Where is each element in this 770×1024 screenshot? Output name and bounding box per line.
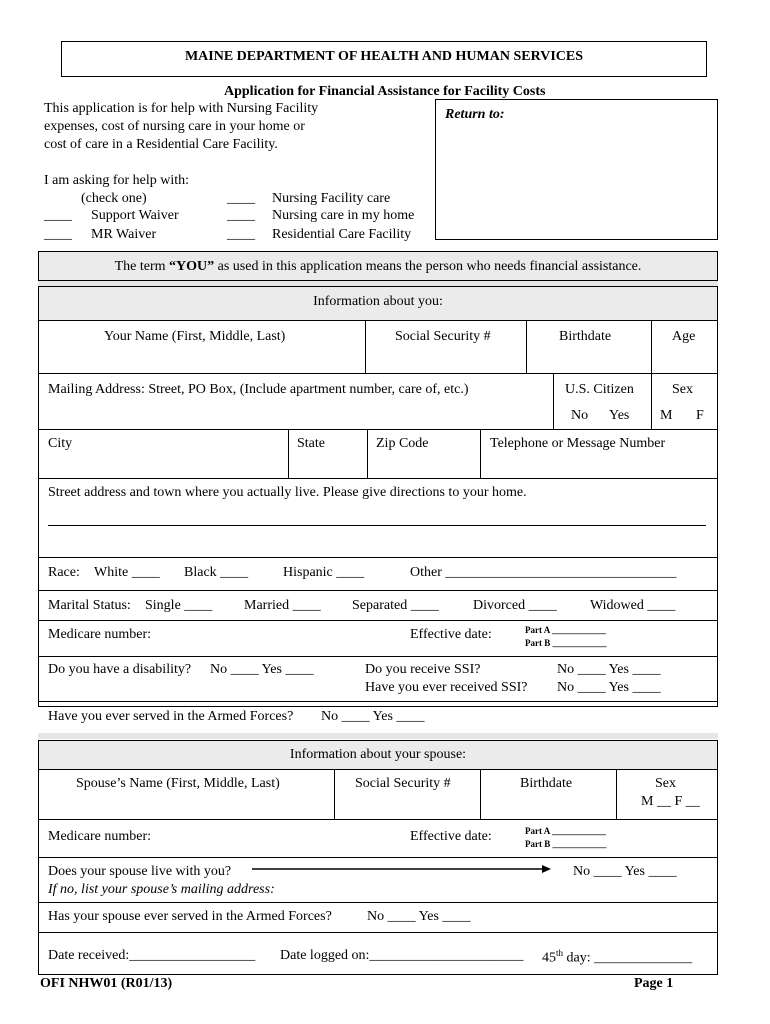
spouse-live-question: Does your spouse live with you? — [48, 864, 232, 879]
zip-label[interactable]: Zip Code — [376, 436, 429, 451]
ssi-answer[interactable]: No ____ Yes ____ — [557, 662, 661, 677]
spouse-name-label[interactable]: Spouse’s Name (First, Middle, Last) — [76, 776, 280, 791]
your-name-label[interactable]: Your Name (First, Middle, Last) — [104, 329, 286, 344]
sex-m[interactable]: M — [660, 408, 673, 423]
page-number: Page 1 — [634, 976, 674, 991]
mailing-address-label[interactable]: Mailing Address: Street, PO Box, (Include apartment number, care of, etc.) — [48, 382, 469, 397]
medicare-label[interactable]: Medicare number: — [48, 627, 152, 642]
spouse-dotted-separator — [38, 733, 718, 739]
intro-line-3: cost of care in a Residential Care Facility. — [44, 137, 278, 152]
city-label[interactable]: City — [48, 436, 73, 451]
citizen-yes[interactable]: Yes — [609, 408, 630, 423]
term-suffix: as used in this application means the person who needs financial assistance. — [214, 259, 642, 274]
rule — [38, 590, 718, 591]
department-title: MAINE DEPARTMENT OF HEALTH AND HUMAN SERVICES — [184, 49, 584, 64]
rule — [480, 769, 481, 819]
sex-f[interactable]: F — [696, 408, 704, 423]
option-mr-waiver-blank[interactable]: ____ — [44, 227, 72, 242]
rule — [651, 320, 652, 373]
armed-forces-answer[interactable]: No ____ Yes ____ — [321, 709, 425, 724]
rule — [38, 478, 718, 479]
armed-forces-question: Have you ever served in the Armed Forces? — [48, 709, 294, 724]
spouse-section-title: Information about your spouse: — [289, 747, 467, 762]
birthdate-label[interactable]: Birthdate — [559, 329, 612, 344]
spouse-sex-value[interactable]: M __ F __ — [641, 794, 700, 809]
spouse-part-b-field[interactable]: Part B ____________ — [525, 839, 607, 849]
marital-divorced[interactable]: Divorced ____ — [473, 598, 557, 613]
race-other[interactable]: Other _________________________________ — [410, 565, 677, 580]
option-nursing-home: Nursing care in my home — [272, 208, 415, 223]
option-nursing-facility: Nursing Facility care — [272, 191, 391, 206]
street-address-line[interactable] — [48, 525, 706, 526]
asking-label: I am asking for help with: — [44, 173, 190, 188]
marital-single[interactable]: Single ____ — [145, 598, 213, 613]
rule — [38, 373, 718, 374]
rule — [334, 769, 335, 819]
rule — [616, 769, 617, 819]
date-logged-field[interactable]: Date logged on:______________________ — [280, 948, 524, 963]
rule — [38, 320, 718, 321]
marital-widowed[interactable]: Widowed ____ — [590, 598, 676, 613]
day-45-field[interactable] — [542, 948, 692, 967]
street-address-label[interactable]: Street address and town where you actually live. Please give directions to your home. — [48, 485, 527, 500]
term-prefix: The term — [114, 259, 169, 274]
option-residential-blank[interactable]: ____ — [227, 227, 255, 242]
day-45-suffix: day: ______________ — [563, 950, 693, 966]
check-one-label: (check one) — [81, 191, 147, 206]
spouse-armed-forces-question: Has your spouse ever served in the Armed Forces? — [48, 909, 332, 924]
rule — [38, 819, 718, 820]
spouse-medicare-label[interactable]: Medicare number: — [48, 829, 152, 844]
date-received-field[interactable]: Date received:__________________ — [48, 948, 256, 963]
day-45-sup: th — [556, 948, 564, 958]
you-section-title: Information about you: — [313, 294, 443, 309]
race-white[interactable]: White ____ — [94, 565, 160, 580]
ssn-label[interactable]: Social Security # — [395, 329, 491, 344]
option-mr-waiver: MR Waiver — [91, 227, 157, 242]
intro-line-2: expenses, cost of nursing care in your home or — [44, 119, 305, 134]
state-label[interactable]: State — [297, 436, 325, 451]
telephone-label[interactable]: Telephone or Message Number — [490, 436, 666, 451]
marital-label: Marital Status: — [48, 598, 131, 613]
spouse-effective-date-label: Effective date: — [410, 829, 492, 844]
citizen-no[interactable]: No — [571, 408, 589, 423]
rule — [480, 429, 481, 478]
marital-married[interactable]: Married ____ — [244, 598, 321, 613]
us-citizen-label: U.S. Citizen — [565, 382, 634, 397]
return-to-label: Return to: — [445, 107, 505, 122]
spouse-part-a-field[interactable]: Part A ____________ — [525, 826, 606, 836]
rule — [38, 932, 718, 933]
option-support-waiver-blank[interactable]: ____ — [44, 208, 72, 223]
term-statement — [38, 259, 718, 275]
disability-answer[interactable]: No ____ Yes ____ — [210, 662, 314, 677]
rule — [38, 557, 718, 558]
rule — [38, 701, 718, 702]
spouse-ssn-label[interactable]: Social Security # — [355, 776, 451, 791]
rule — [288, 429, 289, 478]
spouse-armed-forces-answer[interactable]: No ____ Yes ____ — [367, 909, 471, 924]
rule — [38, 620, 718, 621]
ssi-ever-answer[interactable]: No ____ Yes ____ — [557, 680, 661, 695]
rule — [526, 320, 527, 373]
part-b-field[interactable]: Part B ____________ — [525, 638, 607, 648]
race-label: Race: — [48, 565, 80, 580]
term-word: “YOU” — [169, 259, 215, 274]
part-a-field[interactable]: Part A ____________ — [525, 625, 606, 635]
ssi-question: Do you receive SSI? — [365, 662, 481, 677]
arrow-right-icon — [252, 864, 552, 876]
form-id: OFI NHW01 (R01/13) — [40, 976, 173, 991]
rule — [365, 320, 366, 373]
rule — [38, 429, 718, 430]
spouse-live-answer[interactable]: No ____ Yes ____ — [573, 864, 677, 879]
rule — [38, 656, 718, 657]
option-support-waiver: Support Waiver — [91, 208, 179, 223]
sex-label: Sex — [672, 382, 693, 397]
race-hispanic[interactable]: Hispanic ____ — [283, 565, 365, 580]
option-residential: Residential Care Facility — [272, 227, 412, 242]
intro-line-1: This application is for help with Nursing Facility — [44, 101, 319, 116]
day-45-number: 45 — [542, 950, 556, 966]
option-nursing-facility-blank[interactable]: ____ — [227, 191, 255, 206]
rule — [38, 902, 718, 903]
disability-question: Do you have a disability? — [48, 662, 192, 677]
spouse-sex-label: Sex — [655, 776, 676, 791]
ssi-ever-question: Have you ever received SSI? — [365, 680, 528, 695]
spouse-mailing-instruction[interactable]: If no, list your spouse’s mailing address: — [48, 882, 275, 897]
application-title: Application for Financial Assistance for Facility Costs — [224, 84, 546, 99]
spouse-birthdate-label[interactable]: Birthdate — [520, 776, 573, 791]
rule — [553, 373, 554, 429]
effective-date-label: Effective date: — [410, 627, 492, 642]
race-black[interactable]: Black ____ — [184, 565, 249, 580]
rule — [38, 857, 718, 858]
marital-separated[interactable]: Separated ____ — [352, 598, 439, 613]
rule — [651, 373, 652, 429]
rule — [367, 429, 368, 478]
option-nursing-home-blank[interactable]: ____ — [227, 208, 255, 223]
age-label[interactable]: Age — [672, 329, 696, 344]
